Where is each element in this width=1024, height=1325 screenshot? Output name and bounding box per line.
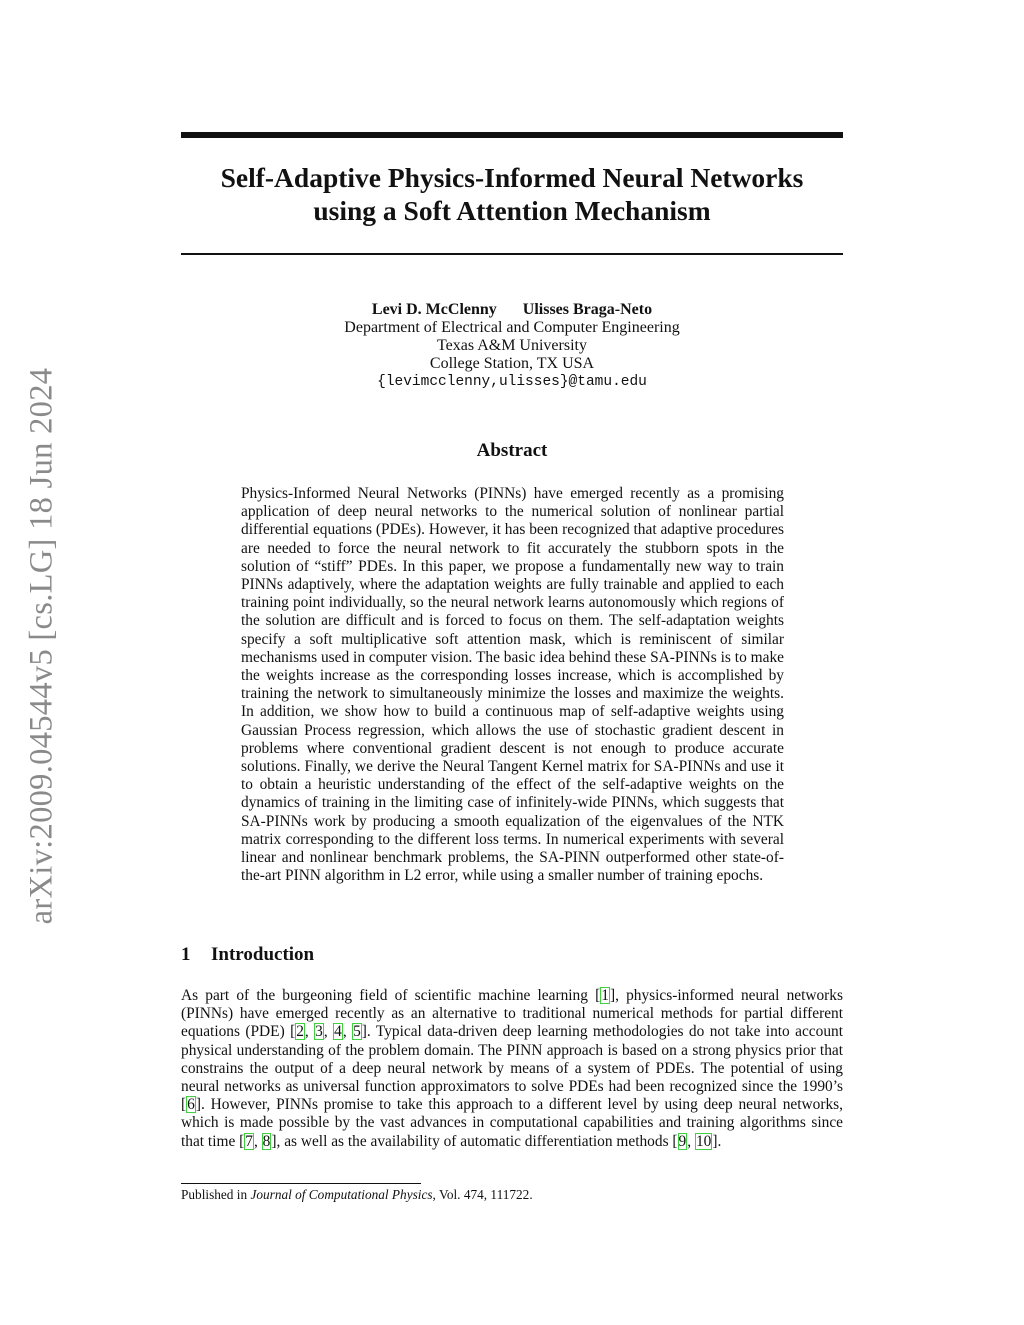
citation-link[interactable]: 4 <box>334 1023 342 1041</box>
citation-separator: , <box>253 1132 262 1150</box>
section-title: Introduction <box>211 944 315 965</box>
body-text: ]. <box>712 1132 722 1150</box>
abstract-text: Physics-Informed Neural Networks (PINNs) have emerged recently as a promising application of deep neural networks to the numerical solution of nonlinear partial differential equations (PDEs). However, it has been recognized that adaptive procedures are needed to force the neural network to fit accurately the stubborn spots in the solution of “stiff” PDEs. In this paper, we propose a fundamentally new way to train PINNs adaptively, where the adaptation weights are fully trainable and applied to each training point individually, so the neural network learns autonomously which regions of the solution are difficult and is forced to focus on them. The self-adaptation weights specify a soft multiplicative soft attention mask, which is reminiscent of similar mechanisms used in computer vision. The basic idea behind these SA-PINNs is to make the weights increase as the corresponding losses increase, which is accomplished by training the network to simultaneously minimize the losses and maximize the weights. In addition, we show how to build a continuous map of self-adaptive weights using Gaussian Process regression, which allows the use of stochastic gradient descent in problems where conventional gradient descent is not enough to produce accurate solutions. Finally, we derive the Neural Tangent Kernel matrix for SA-PINNs and use it to obtain a heuristic understanding of the effect of the self-adaptive weights on the dynamics of training in the limiting case of infinitely-wide PINNs, which suggests that SA-PINNs work by producing a smooth equalization of the eigenvalues of the NTK matrix corresponding to the different loss terms. In numerical experiments with several linear and nonlinear benchmark problems, the SA-PINN outperformed other state-of-the-art PINN algorithm in L2 error, while using a smaller number of training epochs. <box>241 485 784 885</box>
body-text: ], physics-informed neural networks (PINNs) have emerged recently as an alternative to traditional numerical methods for partial different equations (PDE) [ <box>181 987 843 1041</box>
citation-link[interactable]: 10 <box>695 1132 712 1150</box>
paper-title <box>181 161 843 227</box>
citation-link[interactable]: 9 <box>678 1132 687 1150</box>
citation-link[interactable]: 2 <box>296 1023 304 1041</box>
citation-separator: , <box>304 1023 315 1041</box>
citation-link[interactable]: 5 <box>353 1023 361 1041</box>
title-bottom-rule <box>181 253 843 255</box>
citation-separator: , <box>687 1132 695 1150</box>
citation-separator: , <box>342 1023 353 1041</box>
body-text: ], as well as the availability of automatic differentiation methods [ <box>271 1132 678 1150</box>
journal-name: Journal of Computational Physics <box>250 1187 433 1202</box>
footnote-rule <box>181 1183 421 1184</box>
citation-link[interactable]: 3 <box>315 1023 323 1041</box>
author-list <box>181 300 843 320</box>
author-name: Ulisses Braga-Neto <box>522 301 653 318</box>
footnote-prefix: Published in <box>181 1187 251 1202</box>
title-line-1: Self-Adaptive Physics-Informed Neural Networks <box>220 162 804 193</box>
department: Department of Electrical and Computer Engineering <box>344 319 680 336</box>
author-name: Levi D. McClenny <box>371 301 497 318</box>
title-line-2: using a Soft Attention Mechanism <box>313 195 711 226</box>
citation-separator: , <box>323 1023 334 1041</box>
footnote-suffix: , Vol. 474, 111722. <box>432 1187 533 1202</box>
affiliation <box>181 319 843 391</box>
title-top-rule <box>181 132 843 138</box>
body-text: ]. However, PINNs promise to take this approach to a different level by using deep neural networks, which is made possible by the vast advances in computational capabilities and training algorithms since that time [ <box>181 1096 843 1150</box>
section-heading <box>181 944 314 966</box>
citation-link[interactable]: 1 <box>601 987 609 1004</box>
location: College Station, TX USA <box>429 355 595 372</box>
section-number: 1 <box>181 944 191 965</box>
citation-link[interactable]: 7 <box>245 1132 253 1150</box>
citation-link[interactable]: 8 <box>262 1132 271 1150</box>
citation-link[interactable]: 6 <box>187 1096 195 1114</box>
abstract-heading: Abstract <box>476 440 548 461</box>
arxiv-identifier: arXiv:2009.04544v5 [cs.LG] 18 Jun 2024 <box>23 367 60 925</box>
footnote <box>181 1187 533 1203</box>
body-text: As part of the burgeoning field of scientific machine learning [ <box>181 987 601 1004</box>
body-text: ]. Typical data-driven deep learning methodologies do not take into account physical understanding of the problem domain. The PINN approach is based on a strong physics prior that constrains the output of a deep neural network by means of a system of PDEs. The potential of using neural networks as universal function approximators to solve PDEs had been recognized since the 1990’s [ <box>181 1023 843 1114</box>
university: Texas A&M University <box>437 337 587 354</box>
author-email[interactable]: {levimcclenny,ulisses}@tamu.edu <box>377 374 647 390</box>
introduction-paragraph <box>181 987 843 1151</box>
